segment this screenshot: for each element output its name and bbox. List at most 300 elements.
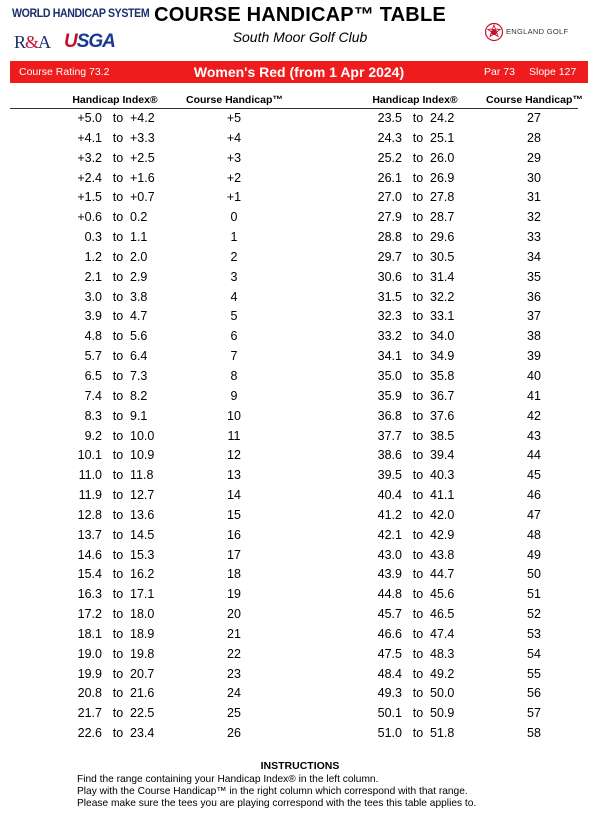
right-index-from: 24.3: [377, 130, 402, 145]
right-separator: to: [412, 488, 424, 503]
right-index-to: 44.7: [430, 567, 455, 582]
england-golf-logo: [484, 22, 584, 42]
table-row: [0, 665, 600, 685]
table-row: [0, 268, 600, 288]
right-index-to: 33.1: [430, 309, 455, 324]
left-course-handicap: 0: [230, 210, 238, 225]
england-golf-wordmark: ENGLAND GOLF: [506, 27, 569, 36]
left-course-handicap: 26: [227, 726, 241, 741]
right-index-from: 51.0: [377, 726, 402, 741]
left-separator: to: [112, 269, 124, 284]
right-separator: to: [412, 527, 424, 542]
left-index-to: 6.4: [130, 349, 148, 364]
right-index-from: 32.3: [377, 309, 402, 324]
right-separator: to: [412, 507, 424, 522]
right-separator: to: [412, 666, 424, 681]
right-separator: to: [412, 706, 424, 721]
right-separator: to: [412, 111, 424, 125]
left-index-to: 19.8: [130, 646, 155, 661]
right-index-from: 43.0: [377, 547, 402, 562]
right-index-to: 41.1: [430, 488, 455, 503]
instructions-title: INSTRUCTIONS: [260, 760, 340, 772]
table-row: [0, 307, 600, 327]
left-index-to: 18.0: [130, 607, 155, 622]
left-course-handicap: 8: [230, 368, 238, 383]
right-index-to: 48.3: [430, 646, 455, 661]
right-separator: to: [412, 349, 424, 364]
left-index-from: 4.8: [84, 329, 102, 344]
left-course-handicap: 4: [230, 289, 238, 304]
left-separator: to: [112, 130, 124, 145]
right-separator: to: [412, 289, 424, 304]
left-index-from: 3.9: [84, 309, 102, 324]
table-row: [0, 625, 600, 645]
left-index-to: 10.0: [130, 428, 155, 443]
right-index-from: 46.6: [377, 626, 402, 641]
right-index-from: 33.2: [377, 329, 402, 344]
left-index-from: 21.7: [77, 706, 102, 721]
left-separator: to: [112, 170, 124, 185]
right-index-from: 27.0: [377, 190, 402, 205]
right-course-handicap: 34: [527, 249, 541, 264]
left-index-to: 18.9: [130, 626, 155, 641]
left-course-handicap: 14: [227, 488, 241, 503]
left-course-handicap: 2: [230, 249, 238, 264]
left-index-from: 7.4: [84, 388, 102, 403]
left-index-from: 3.0: [84, 289, 102, 304]
left-course-handicap: 3: [230, 269, 238, 284]
left-index-to: 4.7: [130, 309, 148, 324]
left-separator: to: [112, 309, 124, 324]
left-index-from: 11.0: [78, 468, 102, 483]
left-course-handicap: 21: [227, 626, 241, 641]
table-row: [0, 427, 600, 447]
table-row: [0, 129, 600, 149]
right-index-to: 35.8: [430, 368, 455, 383]
left-index-to: 15.3: [130, 547, 155, 562]
right-course-handicap: 32: [527, 210, 541, 225]
table-row: [0, 327, 600, 347]
right-course-handicap: 57: [527, 706, 541, 721]
left-course-handicap: 22: [227, 646, 241, 661]
right-course-handicap: 52: [527, 607, 541, 622]
table-row: [0, 565, 600, 585]
right-index-from: 48.4: [377, 666, 402, 681]
left-separator: to: [112, 587, 124, 602]
left-index-to: 5.6: [130, 329, 148, 344]
left-index-to: 13.6: [130, 507, 155, 522]
right-separator: to: [412, 607, 424, 622]
right-index-to: 34.9: [430, 349, 455, 364]
right-index-from: 47.5: [377, 646, 402, 661]
right-course-handicap: 41: [527, 388, 541, 403]
right-separator: to: [412, 230, 424, 245]
left-index-from: 13.7: [77, 527, 102, 542]
right-index-from: 36.8: [377, 408, 402, 423]
left-separator: to: [112, 210, 124, 225]
left-index-to: 2.0: [130, 249, 148, 264]
instructions-line-2: Play with the Course Handicap™ in the right column which correspond with that range.: [77, 786, 468, 797]
right-course-handicap: 49: [527, 547, 541, 562]
left-separator: to: [112, 646, 124, 661]
right-course-handicap: 47: [527, 507, 541, 522]
right-separator: to: [412, 408, 424, 423]
left-index-from: 8.3: [84, 408, 102, 423]
table-row: [0, 288, 600, 308]
left-index-to: +0.7: [130, 190, 155, 205]
table-row: [0, 526, 600, 546]
course-rating: Course Rating 73.2: [19, 66, 110, 78]
left-index-from: +3.2: [77, 150, 102, 165]
right-course-handicap: 30: [527, 170, 541, 185]
left-index-from: 0.3: [84, 230, 102, 245]
left-index-from: 18.1: [77, 626, 102, 641]
right-course-handicap: 39: [527, 349, 541, 364]
table-row: [0, 387, 600, 407]
left-index-to: 20.7: [130, 666, 155, 681]
slope-value: Slope 127: [529, 66, 577, 78]
right-course-handicap: 44: [527, 448, 541, 463]
left-course-handicap: 20: [227, 607, 241, 622]
right-index-to: 39.4: [430, 448, 455, 463]
right-course-handicap: 48: [527, 527, 541, 542]
tee-name: Women's Red (from 1 Apr 2024): [193, 64, 405, 80]
handicap-table: [0, 109, 600, 744]
right-separator: to: [412, 388, 424, 403]
par-value: Par 73: [484, 66, 515, 78]
left-course-handicap: +1: [226, 190, 242, 205]
right-index-from: 31.5: [377, 289, 402, 304]
right-course-handicap: 54: [527, 646, 541, 661]
left-index-to: 21.6: [130, 686, 155, 701]
right-index-from: 49.3: [377, 686, 402, 701]
right-index-to: 27.8: [430, 190, 455, 205]
left-separator: to: [112, 249, 124, 264]
right-separator: to: [412, 150, 424, 165]
left-course-handicap: 15: [227, 507, 241, 522]
table-row: [0, 645, 600, 665]
right-course-handicap: 36: [527, 289, 541, 304]
left-index-from: 22.6: [77, 726, 102, 741]
left-separator: to: [112, 527, 124, 542]
left-course-handicap: 10: [227, 408, 241, 423]
right-index-to: 38.5: [430, 428, 455, 443]
right-course-handicap: 35: [527, 269, 541, 284]
right-index-from: 23.5: [377, 111, 402, 125]
rose-icon: [484, 22, 504, 42]
right-index-to: 45.6: [430, 587, 455, 602]
right-separator: to: [412, 547, 424, 562]
right-index-to: 42.9: [430, 527, 455, 542]
table-row: [0, 585, 600, 605]
right-index-to: 49.2: [430, 666, 455, 681]
right-index-to: 47.4: [430, 626, 455, 641]
left-index-to: 8.2: [130, 388, 148, 403]
left-index-to: 22.5: [130, 706, 155, 721]
right-index-to: 25.1: [430, 130, 455, 145]
left-index-to: 23.4: [130, 726, 155, 741]
right-course-handicap: 42: [527, 408, 541, 423]
right-separator: to: [412, 329, 424, 344]
table-row: [0, 546, 600, 566]
left-course-handicap: 24: [227, 686, 241, 701]
left-index-to: 7.3: [130, 368, 148, 383]
header-left-course-handicap: Course Handicap™: [186, 94, 283, 106]
right-index-to: 26.0: [430, 150, 455, 165]
page-title: COURSE HANDICAP™ TABLE: [154, 4, 446, 26]
randa-logo: R&A: [14, 32, 51, 52]
left-separator: to: [112, 111, 124, 125]
right-course-handicap: 43: [527, 428, 541, 443]
left-index-to: 12.7: [130, 488, 155, 503]
right-separator: to: [412, 269, 424, 284]
right-separator: to: [412, 448, 424, 463]
left-separator: to: [112, 150, 124, 165]
right-index-from: 45.7: [377, 607, 402, 622]
tee-info-band: [10, 61, 588, 83]
left-index-from: 19.9: [77, 666, 102, 681]
left-index-from: 6.5: [84, 368, 102, 383]
left-course-handicap: 9: [230, 388, 238, 403]
left-index-from: +0.6: [77, 210, 102, 225]
right-course-handicap: 40: [527, 368, 541, 383]
right-index-from: 35.0: [377, 368, 402, 383]
right-course-handicap: 53: [527, 626, 541, 641]
table-row: [0, 605, 600, 625]
table-row: [0, 188, 600, 208]
table-row: [0, 228, 600, 248]
left-course-handicap: 7: [230, 349, 238, 364]
left-index-from: +1.5: [77, 190, 102, 205]
right-index-to: 28.7: [430, 210, 455, 225]
left-separator: to: [112, 368, 124, 383]
right-course-handicap: 38: [527, 329, 541, 344]
left-index-to: 14.5: [130, 527, 155, 542]
right-index-from: 37.7: [377, 428, 402, 443]
left-index-from: 5.7: [84, 349, 102, 364]
left-course-handicap: 18: [227, 567, 241, 582]
left-course-handicap: +5: [226, 111, 242, 125]
left-course-handicap: 12: [227, 448, 241, 463]
left-separator: to: [112, 349, 124, 364]
right-separator: to: [412, 309, 424, 324]
table-row: [0, 367, 600, 387]
right-index-to: 50.0: [430, 686, 455, 701]
left-index-to: +4.2: [130, 111, 155, 125]
left-separator: to: [112, 408, 124, 423]
right-index-to: 31.4: [430, 269, 455, 284]
right-index-from: 27.9: [377, 210, 402, 225]
table-row: [0, 724, 600, 744]
left-course-handicap: 6: [230, 329, 238, 344]
left-index-to: +3.3: [130, 130, 155, 145]
table-row: [0, 684, 600, 704]
right-index-from: 35.9: [377, 388, 402, 403]
left-course-handicap: 13: [227, 468, 241, 483]
left-separator: to: [112, 428, 124, 443]
right-index-from: 41.2: [377, 507, 402, 522]
left-course-handicap: 11: [227, 428, 241, 443]
right-index-to: 32.2: [430, 289, 455, 304]
right-separator: to: [412, 170, 424, 185]
right-separator: to: [412, 210, 424, 225]
table-row: [0, 704, 600, 724]
left-index-to: +1.6: [130, 170, 155, 185]
header-left-index: Handicap Index®: [72, 94, 158, 106]
left-separator: to: [112, 448, 124, 463]
left-index-from: 16.3: [77, 587, 102, 602]
left-index-from: 11.9: [78, 488, 102, 503]
table-row: [0, 248, 600, 268]
right-course-handicap: 28: [527, 130, 541, 145]
left-separator: to: [112, 507, 124, 522]
left-index-to: +2.5: [130, 150, 155, 165]
right-course-handicap: 37: [527, 309, 541, 324]
left-index-from: +5.0: [77, 111, 102, 125]
right-index-to: 34.0: [430, 329, 455, 344]
left-separator: to: [112, 547, 124, 562]
right-separator: to: [412, 726, 424, 741]
left-index-to: 17.1: [130, 587, 155, 602]
left-separator: to: [112, 666, 124, 681]
right-separator: to: [412, 468, 424, 483]
left-index-from: 9.2: [84, 428, 102, 443]
club-name: South Moor Golf Club: [232, 29, 368, 45]
table-row: [0, 446, 600, 466]
right-course-handicap: 27: [527, 111, 541, 125]
right-index-from: 44.8: [377, 587, 402, 602]
right-course-handicap: 58: [527, 726, 541, 741]
left-course-handicap: 16: [227, 527, 241, 542]
right-course-handicap: 31: [527, 190, 541, 205]
right-index-from: 38.6: [377, 448, 402, 463]
left-index-from: 20.8: [77, 686, 102, 701]
left-index-from: 12.8: [77, 507, 102, 522]
left-separator: to: [112, 488, 124, 503]
left-index-from: 15.4: [77, 567, 102, 582]
left-course-handicap: +2: [226, 170, 242, 185]
left-separator: to: [112, 230, 124, 245]
right-index-from: 43.9: [377, 567, 402, 582]
table-row: [0, 169, 600, 189]
right-course-handicap: 50: [527, 567, 541, 582]
left-index-from: 2.1: [84, 269, 102, 284]
left-index-to: 10.9: [130, 448, 155, 463]
right-index-from: 28.8: [377, 230, 402, 245]
table-row: [0, 407, 600, 427]
right-index-to: 43.8: [430, 547, 455, 562]
right-index-to: 29.6: [430, 230, 455, 245]
left-index-to: 2.9: [130, 269, 148, 284]
right-separator: to: [412, 626, 424, 641]
usga-logo: USGA: [64, 31, 115, 52]
instructions-line-3: Please make sure the tees you are playing correspond with the tees this table applies to.: [77, 798, 477, 809]
left-index-from: 14.6: [77, 547, 102, 562]
left-separator: to: [112, 388, 124, 403]
left-course-handicap: 1: [230, 230, 238, 245]
left-course-handicap: +3: [226, 150, 242, 165]
right-separator: to: [412, 190, 424, 205]
left-index-from: 10.1: [77, 448, 102, 463]
right-index-from: 39.5: [377, 468, 402, 483]
right-separator: to: [412, 249, 424, 264]
table-row: [0, 506, 600, 526]
table-row: [0, 466, 600, 486]
right-separator: to: [412, 686, 424, 701]
world-handicap-system-logo: WORLD HANDICAP SYSTEM: [12, 8, 150, 20]
left-separator: to: [112, 190, 124, 205]
left-separator: to: [112, 686, 124, 701]
right-index-from: 42.1: [377, 527, 402, 542]
left-course-handicap: 25: [227, 706, 241, 721]
left-course-handicap: 23: [227, 666, 241, 681]
left-course-handicap: 17: [227, 547, 241, 562]
table-row: [0, 486, 600, 506]
left-course-handicap: 5: [230, 309, 238, 324]
right-index-to: 30.5: [430, 249, 455, 264]
right-index-from: 50.1: [377, 706, 402, 721]
right-index-from: 30.6: [377, 269, 402, 284]
right-separator: to: [412, 130, 424, 145]
right-separator: to: [412, 428, 424, 443]
right-index-from: 40.4: [377, 488, 402, 503]
left-separator: to: [112, 468, 124, 483]
left-course-handicap: 19: [227, 587, 241, 602]
left-index-to: 1.1: [130, 230, 148, 245]
left-separator: to: [112, 607, 124, 622]
right-index-to: 50.9: [430, 706, 455, 721]
left-separator: to: [112, 329, 124, 344]
left-index-to: 16.2: [130, 567, 155, 582]
right-course-handicap: 51: [527, 587, 541, 602]
right-index-from: 25.2: [377, 150, 402, 165]
right-index-from: 26.1: [377, 170, 402, 185]
table-row: [0, 208, 600, 228]
instructions-line-1: Find the range containing your Handicap Index® in the left column.: [77, 774, 379, 785]
left-index-to: 9.1: [130, 408, 148, 423]
table-row: [0, 109, 600, 129]
left-separator: to: [112, 706, 124, 721]
left-index-from: +4.1: [77, 130, 102, 145]
left-separator: to: [112, 289, 124, 304]
right-index-to: 42.0: [430, 507, 455, 522]
right-course-handicap: 56: [527, 686, 541, 701]
left-index-from: 1.2: [84, 249, 102, 264]
table-row: [0, 149, 600, 169]
right-index-to: 51.8: [430, 726, 455, 741]
left-index-to: 3.8: [130, 289, 148, 304]
left-index-from: 17.2: [77, 607, 102, 622]
right-index-to: 37.6: [430, 408, 455, 423]
right-index-to: 40.3: [430, 468, 455, 483]
right-separator: to: [412, 368, 424, 383]
left-separator: to: [112, 726, 124, 741]
right-course-handicap: 33: [527, 230, 541, 245]
right-index-to: 46.5: [430, 607, 455, 622]
right-index-to: 36.7: [430, 388, 455, 403]
left-separator: to: [112, 626, 124, 641]
right-index-from: 29.7: [377, 249, 402, 264]
table-row: [0, 347, 600, 367]
header-right-course-handicap: Course Handicap™: [486, 94, 583, 106]
left-separator: to: [112, 567, 124, 582]
right-index-to: 24.2: [430, 111, 455, 125]
right-separator: to: [412, 646, 424, 661]
right-course-handicap: 46: [527, 488, 541, 503]
right-separator: to: [412, 587, 424, 602]
left-index-from: 19.0: [77, 646, 102, 661]
logo-group: [12, 8, 150, 56]
